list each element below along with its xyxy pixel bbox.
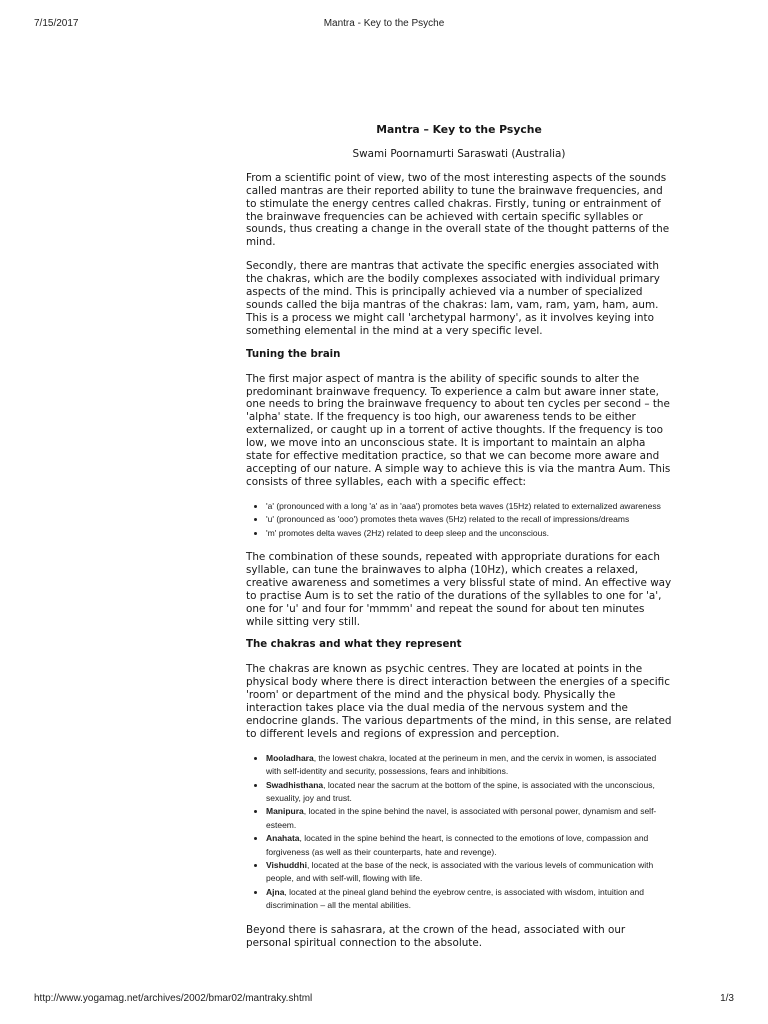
- list-item: [266, 886, 672, 913]
- chakra-name: Manipura: [266, 806, 304, 817]
- chakra-description: , located at the pineal gland behind the eyebrow centre, is associated with wisdom, intuition and discrimination – all the mental abilities.: [266, 886, 645, 911]
- syllable-list: [246, 500, 672, 540]
- list-item: [266, 805, 672, 832]
- chakra-description: , located at the base of the neck, is associated with the various levels of communication with people, and with self-will, flowing with life.: [266, 860, 654, 884]
- tuning-closing-paragraph: The combination of these sounds, repeated with appropriate durations for each syllable, can tune the brainwaves to alpha (10Hz), which creates a relaxed, creative awareness and sometimes a very blissful state of mind. An effective way to practise Aum is to set the ratio of the durations of the syllables to one for 'a', one for 'u' and four for 'mmmm' and repeat the sound for about ten minutes while sitting very still.: [246, 550, 672, 628]
- list-item: [266, 859, 672, 886]
- chakra-name: Vishuddhi: [266, 860, 307, 870]
- chakras-closing-paragraph: Beyond there is sahasrara, at the crown of the head, associated with our personal spiritual connection to the absolute.: [246, 923, 626, 949]
- source-url[interactable]: http://www.yogamag.net/archives/2002/bmar02/mantraky.shtml: [34, 993, 313, 1004]
- chakra-name: Anahata: [266, 833, 300, 844]
- chakra-description: , located in the spine behind the navel, is associated with personal power, dynamism and self-esteem.: [266, 806, 657, 830]
- intro-paragraph-1: From a scientific point of view, two of the most interesting aspects of the sounds called mantras are their reported ability to tune the brainwave frequencies, and to stimulate the energy centres called chakras. Firstly, tuning or entrainment of the brainwave frequencies can be achieved with certain specific syllables or sounds, thus creating a change in the overall state of the thought patterns of the mind.: [246, 171, 670, 249]
- chakras-paragraph: The chakras are known as psychic centres. They are located at points in the physical body where there is direct interaction between the energies of a specific 'room' or department of the mind and the physical body. Physically the interaction takes place via the dual media of the nervous system and the endocrine glands. The various departments of the mind, in this sense, are related to different levels and regions of expression and perception.: [246, 663, 672, 740]
- print-footer: [0, 993, 768, 1007]
- chakra-name: Mooladhara: [266, 752, 314, 763]
- chakra-list: [246, 752, 672, 913]
- print-date: 7/15/2017: [34, 18, 79, 29]
- print-page-title: Mantra - Key to the Psyche: [323, 18, 445, 29]
- section-heading-tuning: Tuning the brain: [246, 348, 341, 360]
- list-item: [266, 779, 672, 806]
- chakra-description: , located in the spine behind the heart, is connected to the emotions of love, compassion and forgiveness (as well as their counterparts, hate and revenge).: [266, 833, 649, 857]
- article-title: Mantra – Key to the Psyche: [376, 123, 542, 136]
- list-item: • 'u' (pronounced as 'ooo') promotes theta waves (5Hz) related to the recall of impressions/dreams: [266, 513, 672, 526]
- list-item: • 'a' (pronounced with a long 'a' as in 'aaa') promotes beta waves (15Hz) related to externalized awareness: [266, 500, 672, 513]
- chakra-description: , the lowest chakra, located at the perineum in men, and the cervix in women, is associated with self-identity and security, possessions, fears and inhibitions.: [266, 752, 657, 777]
- list-item: [266, 832, 672, 859]
- list-item: [266, 752, 672, 779]
- tuning-paragraph: The first major aspect of mantra is the ability of specific sounds to alter the predominant brainwave frequency. To experience a calm but aware inner state, one needs to bring the brainwave frequency to about ten cycles per second – the 'alpha' state. If the frequency is too high, our awareness tends to be either externalized, or caught up in a torrent of active thoughts. If the frequency is too low, we move into an unconscious state. It is important to maintain an alpha state for effective meditation practice, so that we can become more aware and accepting of our nature. A simple way to achieve this is via the mantra Aum. This consists of three syllables, each with a specific effect:: [246, 372, 671, 488]
- chakra-name: Swadhisthana: [266, 779, 324, 790]
- print-header: [0, 18, 768, 32]
- article-author: Swami Poornamurti Saraswati (Australia): [352, 147, 566, 160]
- article: [246, 124, 672, 960]
- section-heading-chakras: The chakras and what they represent: [246, 639, 462, 651]
- chakra-description: , located near the sacrum at the bottom of the spine, is associated with the unconscious, sexuality, joy and trust.: [266, 779, 655, 803]
- chakra-name: Ajna: [266, 886, 285, 897]
- intro-paragraph-2: Secondly, there are mantras that activate the specific energies associated with the chakras, which are the bodily complexes associated with individual primary aspects of the mind. This is principally achieved via a number of specialized sounds called the bija mantras of the chakras: lam, vam, ram, yam, ham, aum. This is a process we might call 'archetypal harmony', as it involves keying into something elemental in the mind at a very specific level.: [246, 260, 660, 337]
- page-number: 1/3: [720, 993, 734, 1004]
- list-item: • 'm' promotes delta waves (2Hz) related to deep sleep and the unconscious.: [266, 527, 672, 540]
